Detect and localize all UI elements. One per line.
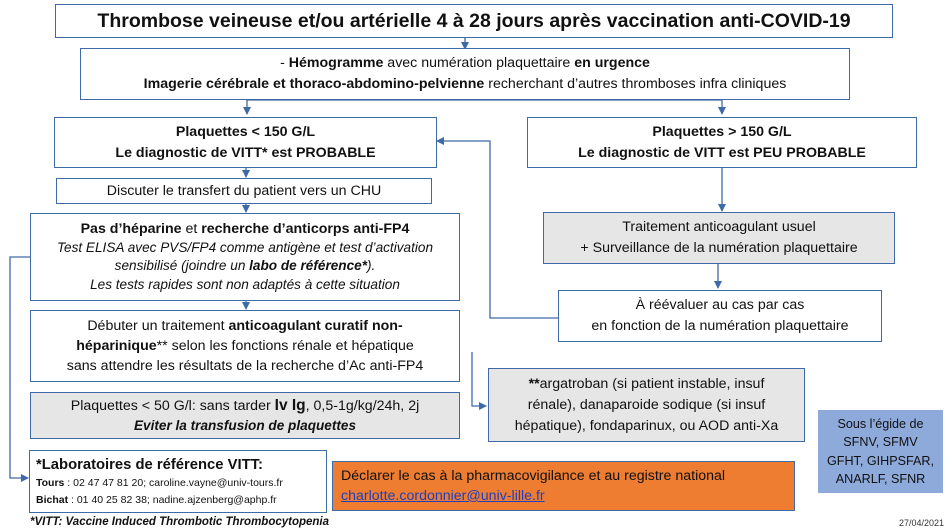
- anticoag-line-2: héparinique** selon les fonctions rénale et hépatique: [76, 338, 414, 354]
- egide-line-1: Sous l’égide de: [837, 416, 924, 431]
- heparin-test-line-1: Test ELISA avec PVS/FP4 comme antigène et test d’activation: [56, 239, 434, 255]
- arrow-exams-to-right: [465, 100, 722, 114]
- egide-box: [818, 410, 943, 493]
- footnote: *VITT: Vaccine Induced Thrombotic Thrombocytopenia: [30, 516, 330, 528]
- ivig-line-2: Eviter la transfusion de plaquettes: [133, 417, 357, 433]
- probable-platelets: Plaquettes < 150 G/L: [175, 123, 316, 140]
- labs-box: [29, 450, 327, 513]
- drugs-line-3: hépatique), fondaparinux, ou AOD anti-Xa: [514, 417, 779, 434]
- usual-treatment-line-2: + Surveillance de la numération plaquettaire: [580, 240, 858, 256]
- heparin-title: Pas d’héparine et recherche d’anticorps anti-FP4: [80, 221, 410, 237]
- reevaluate-line-1: À réévaluer au cas par cas: [635, 297, 805, 313]
- heparin-test-line-2: sensibilisé (joindre un labo de référence*).: [114, 258, 376, 273]
- ivig-line-1: Plaquettes < 50 G/l: sans tarder Iv Ig, 0,5-1g/kg/24h, 2j: [70, 396, 420, 414]
- unlikely-diagnosis: Le diagnostic de VITT est PEU PROBABLE: [578, 144, 866, 161]
- reevaluate-box: [558, 290, 882, 342]
- transfer-box: [56, 178, 432, 204]
- drugs-line-1: **argatroban (si patient instable, insuf: [528, 375, 765, 392]
- egide-line-4: ANARLF, SFNR: [835, 472, 926, 486]
- probable-diagnosis: Le diagnostic de VITT* est PROBABLE: [115, 144, 376, 161]
- labs-title: *Laboratoires de référence VITT:: [36, 457, 263, 473]
- page-title: Thrombose veineuse et/ou artérielle 4 à 28 jours après vaccination anti-COVID-19: [97, 9, 851, 32]
- probable-box: [54, 117, 437, 168]
- transfer-text: Discuter le transfert du patient vers un CHU: [106, 183, 382, 199]
- usual-treatment-box: [543, 212, 895, 264]
- declare-email-link[interactable]: charlotte.cordonnier@univ-lille.fr: [341, 488, 545, 504]
- ivig-box: [30, 392, 460, 439]
- egide-line-2: SFNV, SFMV: [843, 435, 918, 449]
- exams-line-2: Imagerie cérébrale et thoraco-abdomino-pelvienne recherchant d’autres thromboses infra cliniques: [143, 76, 787, 92]
- anticoag-line-1: Débuter un traitement anticoagulant curatif non-: [87, 318, 403, 334]
- anticoag-line-3: sans attendre les résultats de la recherche d’Ac anti-FP4: [66, 358, 424, 374]
- declare-box: [332, 461, 795, 511]
- anticoag-box: [30, 310, 460, 382]
- heparin-box: [30, 213, 460, 301]
- exams-box: [80, 48, 850, 100]
- exams-line-1: - Hémogramme avec numération plaquettaire en urgence: [280, 55, 650, 71]
- title-box: [55, 4, 893, 38]
- usual-treatment-line-1: Traitement anticoagulant usuel: [622, 219, 816, 235]
- arrow-heparin-to-labs: [10, 257, 30, 478]
- date-stamp: 27/04/2021: [898, 518, 944, 528]
- drugs-line-2: rénale), danaparoide sodique (si insuf: [527, 396, 766, 413]
- unlikely-platelets: Plaquettes > 150 G/L: [652, 123, 792, 140]
- labs-bichat: Bichat : 01 40 25 82 38; nadine.ajzenberg@aphp.fr: [36, 494, 277, 506]
- arrow-anticoag-to-drugs: [472, 352, 486, 406]
- egide-line-3: GFHT, GIHPSFAR,: [826, 453, 935, 468]
- arrow-exams-to-left: [247, 100, 465, 114]
- reevaluate-line-2: en fonction de la numération plaquettaire: [591, 318, 849, 334]
- labs-tours: Tours : 02 47 47 81 20; caroline.vayne@univ-tours.fr: [36, 477, 283, 489]
- heparin-test-line-3: Les tests rapides sont non adaptés à cette situation: [90, 276, 400, 292]
- unlikely-box: [527, 117, 917, 168]
- drugs-box: [488, 368, 805, 442]
- declare-text: Déclarer le cas à la pharmacovigilance et au registre national: [341, 468, 726, 484]
